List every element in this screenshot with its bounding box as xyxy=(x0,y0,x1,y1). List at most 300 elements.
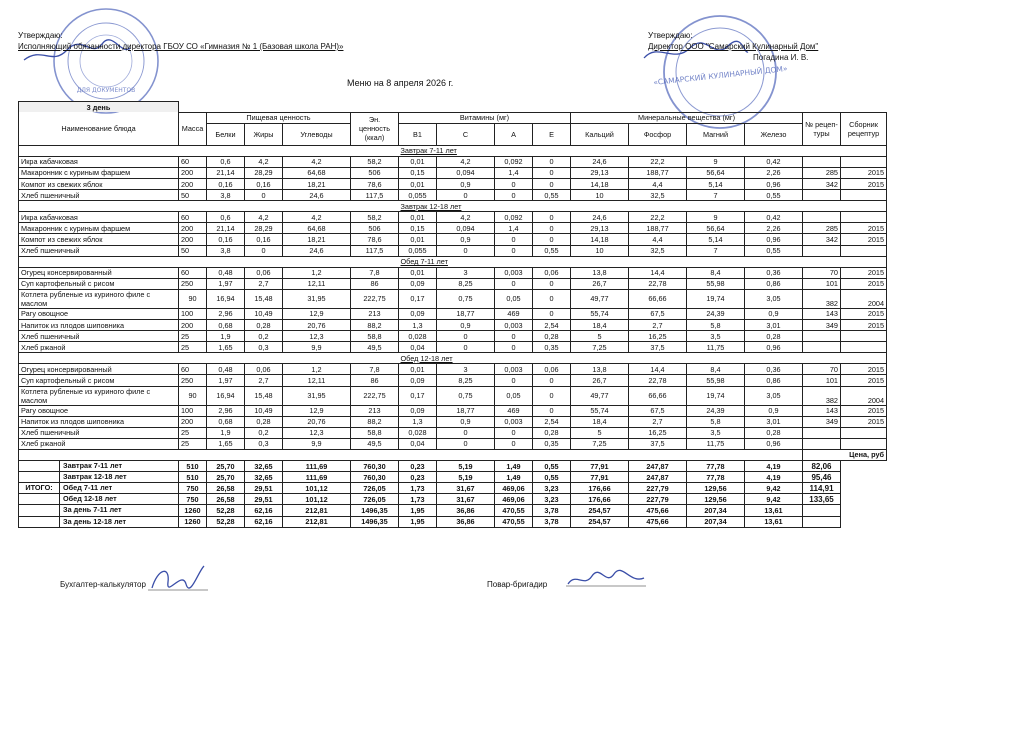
totals-cell-mass: 1260 xyxy=(179,505,207,516)
cell-mass: 25 xyxy=(179,438,207,449)
cell-calcium: 5 xyxy=(571,427,629,438)
cell-phosphorus: 37,5 xyxy=(629,438,687,449)
cell-phosphorus: 32,5 xyxy=(629,190,687,201)
totals-cell-iron: 4,19 xyxy=(745,461,803,472)
cell-iron: 0,96 xyxy=(745,234,803,245)
totals-row xyxy=(19,494,887,505)
totals-label-spacer xyxy=(19,461,60,471)
dish-name: Компот из свежих яблок xyxy=(19,234,179,245)
cell-magnesium: 8,4 xyxy=(687,364,745,375)
fat-header: Жиры xyxy=(245,123,283,145)
cell-magnesium: 56,64 xyxy=(687,167,745,178)
cell-energy: 222,75 xyxy=(351,289,399,308)
totals-label: ИТОГО: xyxy=(19,483,60,493)
dish-name: Хлеб пшеничный xyxy=(19,245,179,256)
cell-mass: 200 xyxy=(179,178,207,189)
cell-e: 0 xyxy=(533,167,571,178)
cell-a: 0,003 xyxy=(495,320,533,331)
cell-c: 0,75 xyxy=(437,386,495,405)
cell-phosphorus: 4,4 xyxy=(629,178,687,189)
table-row xyxy=(19,223,887,234)
cell-iron: 0,86 xyxy=(745,278,803,289)
cell-collection: 2004 xyxy=(841,386,887,405)
cell-iron: 0,9 xyxy=(745,405,803,416)
totals-cell-a: 470,55 xyxy=(495,516,533,527)
totals-cell-mass: 1260 xyxy=(179,516,207,527)
approve-right-position: Директор ООО "Самарский Кулинарный Дом" xyxy=(648,42,819,51)
cell-fat: 10,49 xyxy=(245,308,283,319)
cell-magnesium: 9 xyxy=(687,156,745,167)
cell-mass: 200 xyxy=(179,223,207,234)
cell-mass: 200 xyxy=(179,167,207,178)
cell-energy: 78,6 xyxy=(351,178,399,189)
cell-fat: 28,29 xyxy=(245,167,283,178)
totals-cell-protein: 25,70 xyxy=(207,472,245,483)
totals-cell-b1: 1,73 xyxy=(399,494,437,505)
cell-collection xyxy=(841,331,887,342)
cell-magnesium: 3,5 xyxy=(687,427,745,438)
cell-protein: 3,8 xyxy=(207,190,245,201)
cell-iron: 0,28 xyxy=(745,427,803,438)
totals-cell-magnesium: 77,78 xyxy=(687,472,745,483)
cell-a: 469 xyxy=(495,405,533,416)
cell-protein: 21,14 xyxy=(207,223,245,234)
dish-name: Котлета рубленые из куриного филе с маслом xyxy=(19,289,179,308)
cell-a: 0 xyxy=(495,245,533,256)
cell-calcium: 29,13 xyxy=(571,223,629,234)
totals-cell-fat: 32,65 xyxy=(245,461,283,472)
magnesium-header: Магний xyxy=(687,123,745,145)
cell-a: 0 xyxy=(495,342,533,353)
day-label: 3 день xyxy=(19,102,179,113)
cell-magnesium: 7 xyxy=(687,245,745,256)
totals-price xyxy=(803,505,841,516)
cell-collection xyxy=(841,427,887,438)
cell-magnesium: 5,14 xyxy=(687,234,745,245)
cell-collection xyxy=(841,190,887,201)
cell-calcium: 13,8 xyxy=(571,364,629,375)
totals-cell-calcium: 254,57 xyxy=(571,505,629,516)
totals-row xyxy=(19,461,887,472)
cell-c: 3 xyxy=(437,267,495,278)
cell-phosphorus: 2,7 xyxy=(629,416,687,427)
cell-recipe-no: 70 xyxy=(803,267,841,278)
cell-iron: 0,9 xyxy=(745,308,803,319)
cell-c: 0,9 xyxy=(437,234,495,245)
approve-left-block xyxy=(18,30,343,52)
table-row xyxy=(19,212,887,223)
cell-b1: 0,17 xyxy=(399,289,437,308)
cell-carbs: 4,2 xyxy=(283,212,351,223)
cell-a: 1,4 xyxy=(495,223,533,234)
cell-phosphorus: 22,78 xyxy=(629,278,687,289)
stamp-right-text: «САМАРСКИЙ КУЛИНАРНЫЙ ДОМ» xyxy=(652,63,788,87)
cell-e: 2,54 xyxy=(533,320,571,331)
cell-mass: 250 xyxy=(179,375,207,386)
stamp-left-text: ДЛЯ ДОКУМЕНТОВ xyxy=(76,87,136,94)
totals-cell-mass: 510 xyxy=(179,472,207,483)
cell-recipe-no xyxy=(803,245,841,256)
cell-collection xyxy=(841,245,887,256)
cell-b1: 0,04 xyxy=(399,342,437,353)
cell-carbs: 1,2 xyxy=(283,267,351,278)
chef-label: Повар-бригадир xyxy=(487,580,548,589)
cell-c: 18,77 xyxy=(437,308,495,319)
cell-carbs: 31,95 xyxy=(283,386,351,405)
cell-calcium: 49,77 xyxy=(571,289,629,308)
totals-name xyxy=(19,516,179,527)
cell-mass: 60 xyxy=(179,267,207,278)
totals-cell-e: 0,55 xyxy=(533,461,571,472)
cell-e: 0 xyxy=(533,223,571,234)
cell-energy: 506 xyxy=(351,167,399,178)
cell-c: 0 xyxy=(437,342,495,353)
totals-cell-e: 3,78 xyxy=(533,516,571,527)
cell-a: 0,092 xyxy=(495,212,533,223)
cell-fat: 0,06 xyxy=(245,267,283,278)
header-row-2 xyxy=(19,112,887,123)
table-row xyxy=(19,178,887,189)
dish-name: Суп картофельный с рисом xyxy=(19,278,179,289)
cell-c: 4,2 xyxy=(437,212,495,223)
cell-recipe-no: 382 xyxy=(803,289,841,308)
totals-cell-fat: 32,65 xyxy=(245,472,283,483)
cell-calcium: 14,18 xyxy=(571,234,629,245)
totals-cell-calcium: 254,57 xyxy=(571,516,629,527)
dish-name: Икра кабачковая xyxy=(19,156,179,167)
cell-magnesium: 3,5 xyxy=(687,331,745,342)
totals-cell-protein: 25,70 xyxy=(207,461,245,472)
totals-row xyxy=(19,505,887,516)
totals-cell-calcium: 176,66 xyxy=(571,494,629,505)
cell-energy: 58,8 xyxy=(351,427,399,438)
dish-header: Наименование блюда xyxy=(19,112,179,145)
cell-phosphorus: 14,4 xyxy=(629,364,687,375)
cell-e: 0,55 xyxy=(533,190,571,201)
cell-iron: 0,28 xyxy=(745,331,803,342)
totals-price: 114,91 xyxy=(803,483,841,494)
cell-magnesium: 5,14 xyxy=(687,178,745,189)
cell-iron: 3,05 xyxy=(745,289,803,308)
collection-header: Сборник рецептур xyxy=(841,112,887,145)
phosphorus-header: Фосфор xyxy=(629,123,687,145)
cell-magnesium: 24,39 xyxy=(687,405,745,416)
signature-chef xyxy=(566,568,646,590)
signature-accountant xyxy=(148,562,208,594)
cell-a: 1,4 xyxy=(495,167,533,178)
totals-name-text: За день 7-11 лет xyxy=(63,505,122,515)
cell-mass: 60 xyxy=(179,212,207,223)
totals-cell-carbs: 212,81 xyxy=(283,516,351,527)
cell-fat: 0,3 xyxy=(245,438,283,449)
dish-name: Котлета рубленые из куриного филе с маслом xyxy=(19,386,179,405)
table-row xyxy=(19,416,887,427)
cell-protein: 0,16 xyxy=(207,234,245,245)
cell-mass: 90 xyxy=(179,289,207,308)
totals-cell-b1: 0,23 xyxy=(399,472,437,483)
cell-a: 0 xyxy=(495,278,533,289)
cell-protein: 2,96 xyxy=(207,308,245,319)
dish-name: Рагу овощное xyxy=(19,308,179,319)
cell-mass: 100 xyxy=(179,405,207,416)
section-header-row xyxy=(19,353,887,364)
totals-cell-c: 5,19 xyxy=(437,472,495,483)
totals-cell-carbs: 101,12 xyxy=(283,494,351,505)
totals-cell-c: 31,67 xyxy=(437,494,495,505)
totals-cell-carbs: 111,69 xyxy=(283,472,351,483)
cell-carbs: 12,9 xyxy=(283,405,351,416)
cell-carbs: 12,3 xyxy=(283,427,351,438)
section-title: Обед 7-11 лет xyxy=(399,256,887,267)
cell-protein: 1,9 xyxy=(207,427,245,438)
nutrition-header: Пищевая ценность xyxy=(207,112,351,123)
totals-cell-b1: 1,95 xyxy=(399,516,437,527)
totals-cell-fat: 62,16 xyxy=(245,516,283,527)
cell-calcium: 49,77 xyxy=(571,386,629,405)
cell-fat: 4,2 xyxy=(245,212,283,223)
cell-fat: 2,7 xyxy=(245,375,283,386)
totals-cell-e: 3,23 xyxy=(533,494,571,505)
totals-row xyxy=(19,472,887,483)
totals-name-text: Обед 7-11 лет xyxy=(63,483,113,493)
cell-calcium: 10 xyxy=(571,190,629,201)
cell-c: 0 xyxy=(437,438,495,449)
cell-mass: 100 xyxy=(179,308,207,319)
cell-calcium: 7,25 xyxy=(571,438,629,449)
cell-energy: 88,2 xyxy=(351,416,399,427)
cell-carbs: 18,21 xyxy=(283,234,351,245)
totals-cell-iron: 9,42 xyxy=(745,494,803,505)
section-title: Завтрак 12-18 лет xyxy=(399,201,887,212)
totals-price: 133,65 xyxy=(803,494,841,505)
cell-mass: 250 xyxy=(179,278,207,289)
totals-cell-energy: 726,05 xyxy=(351,494,399,505)
totals-name xyxy=(19,505,179,516)
cell-collection: 2004 xyxy=(841,289,887,308)
totals-cell-protein: 52,28 xyxy=(207,516,245,527)
cell-b1: 0,09 xyxy=(399,278,437,289)
cell-e: 0,28 xyxy=(533,331,571,342)
cell-e: 0 xyxy=(533,212,571,223)
cell-c: 0,9 xyxy=(437,320,495,331)
dish-name: Огурец консервированный xyxy=(19,267,179,278)
calcium-header: Кальций xyxy=(571,123,629,145)
dish-name: Хлеб пшеничный xyxy=(19,427,179,438)
cell-iron: 2,26 xyxy=(745,223,803,234)
cell-e: 0 xyxy=(533,278,571,289)
cell-carbs: 9,9 xyxy=(283,342,351,353)
cell-collection: 2015 xyxy=(841,364,887,375)
cell-phosphorus: 22,2 xyxy=(629,156,687,167)
cell-energy: 117,5 xyxy=(351,190,399,201)
cell-carbs: 1,2 xyxy=(283,364,351,375)
dish-name: Напиток из плодов шиповника xyxy=(19,416,179,427)
cell-b1: 0,15 xyxy=(399,167,437,178)
cell-calcium: 18,4 xyxy=(571,320,629,331)
cell-b1: 0,01 xyxy=(399,178,437,189)
cell-b1: 0,01 xyxy=(399,212,437,223)
cell-iron: 0,96 xyxy=(745,342,803,353)
cell-phosphorus: 66,66 xyxy=(629,386,687,405)
cell-energy: 506 xyxy=(351,223,399,234)
cell-fat: 0,2 xyxy=(245,331,283,342)
cell-mass: 200 xyxy=(179,416,207,427)
totals-name-text: Обед 12-18 лет xyxy=(63,494,117,504)
cell-calcium: 26,7 xyxy=(571,375,629,386)
cell-recipe-no xyxy=(803,427,841,438)
cell-b1: 0,15 xyxy=(399,223,437,234)
cell-a: 0 xyxy=(495,427,533,438)
totals-price: 82,06 xyxy=(803,461,841,472)
totals-name xyxy=(19,472,179,483)
cell-phosphorus: 67,5 xyxy=(629,308,687,319)
cell-protein: 0,16 xyxy=(207,178,245,189)
mass-header: Масса xyxy=(179,112,207,145)
cell-c: 0,75 xyxy=(437,289,495,308)
cell-recipe-no xyxy=(803,212,841,223)
approve-right-label: Утверждаю: xyxy=(648,31,693,40)
cell-phosphorus: 2,7 xyxy=(629,320,687,331)
cell-protein: 1,65 xyxy=(207,342,245,353)
cell-calcium: 10 xyxy=(571,245,629,256)
cell-protein: 2,96 xyxy=(207,405,245,416)
recipe-no-header: № рецеп- туры xyxy=(803,112,841,145)
cell-recipe-no: 101 xyxy=(803,278,841,289)
totals-cell-carbs: 111,69 xyxy=(283,461,351,472)
cell-iron: 0,42 xyxy=(745,156,803,167)
cell-energy: 58,2 xyxy=(351,212,399,223)
totals-cell-magnesium: 129,56 xyxy=(687,483,745,494)
totals-cell-energy: 760,30 xyxy=(351,472,399,483)
cell-fat: 0,2 xyxy=(245,427,283,438)
cell-c: 8,25 xyxy=(437,278,495,289)
cell-fat: 28,29 xyxy=(245,223,283,234)
totals-cell-iron: 9,42 xyxy=(745,483,803,494)
totals-cell-iron: 13,61 xyxy=(745,516,803,527)
cell-protein: 21,14 xyxy=(207,167,245,178)
protein-header: Белки xyxy=(207,123,245,145)
cell-fat: 15,48 xyxy=(245,386,283,405)
cell-mass: 60 xyxy=(179,156,207,167)
cell-b1: 0,04 xyxy=(399,438,437,449)
cell-iron: 3,01 xyxy=(745,320,803,331)
a-header: А xyxy=(495,123,533,145)
cell-mass: 25 xyxy=(179,331,207,342)
totals-cell-protein: 26,58 xyxy=(207,483,245,494)
cell-c: 8,25 xyxy=(437,375,495,386)
totals-cell-energy: 726,05 xyxy=(351,483,399,494)
cell-recipe-no xyxy=(803,438,841,449)
cell-iron: 0,96 xyxy=(745,178,803,189)
cell-e: 0,55 xyxy=(533,245,571,256)
cell-recipe-no: 342 xyxy=(803,178,841,189)
totals-name xyxy=(19,461,179,472)
cell-collection xyxy=(841,342,887,353)
totals-name-text: Завтрак 7-11 лет xyxy=(63,461,123,471)
totals-cell-fat: 29,51 xyxy=(245,494,283,505)
cell-collection: 2015 xyxy=(841,278,887,289)
table-row xyxy=(19,427,887,438)
cell-magnesium: 19,74 xyxy=(687,386,745,405)
cell-calcium: 18,4 xyxy=(571,416,629,427)
cell-recipe-no: 285 xyxy=(803,167,841,178)
totals-cell-a: 469,06 xyxy=(495,483,533,494)
cell-mass: 90 xyxy=(179,386,207,405)
cell-phosphorus: 67,5 xyxy=(629,405,687,416)
totals-cell-c: 36,86 xyxy=(437,505,495,516)
c-header: С xyxy=(437,123,495,145)
cell-a: 0,003 xyxy=(495,416,533,427)
cell-fat: 0,06 xyxy=(245,364,283,375)
cell-collection: 2015 xyxy=(841,308,887,319)
totals-name xyxy=(19,483,179,494)
totals-row xyxy=(19,516,887,527)
approve-right-block xyxy=(648,30,818,63)
table-row xyxy=(19,289,887,308)
totals-cell-carbs: 101,12 xyxy=(283,483,351,494)
totals-label-spacer xyxy=(19,494,60,504)
cell-e: 0 xyxy=(533,405,571,416)
totals-cell-mass: 510 xyxy=(179,461,207,472)
cell-protein: 1,65 xyxy=(207,438,245,449)
totals-cell-phosphorus: 247,87 xyxy=(629,461,687,472)
cell-energy: 88,2 xyxy=(351,320,399,331)
page-title: Меню на 8 апреля 2026 г. xyxy=(347,78,454,88)
totals-label-spacer xyxy=(19,505,60,515)
totals-price xyxy=(803,516,841,527)
cell-magnesium: 9 xyxy=(687,212,745,223)
cell-recipe-no: 143 xyxy=(803,308,841,319)
cell-iron: 0,55 xyxy=(745,245,803,256)
totals-label-spacer xyxy=(19,472,60,482)
cell-protein: 16,94 xyxy=(207,386,245,405)
cell-recipe-no: 70 xyxy=(803,364,841,375)
cell-mass: 25 xyxy=(179,342,207,353)
table-row xyxy=(19,438,887,449)
dish-name: Хлеб ржаной xyxy=(19,342,179,353)
totals-cell-phosphorus: 247,87 xyxy=(629,472,687,483)
cell-mass: 50 xyxy=(179,245,207,256)
cell-recipe-no xyxy=(803,190,841,201)
cell-phosphorus: 37,5 xyxy=(629,342,687,353)
cell-mass: 25 xyxy=(179,427,207,438)
totals-cell-mass: 750 xyxy=(179,494,207,505)
cell-protein: 0,68 xyxy=(207,416,245,427)
totals-cell-e: 3,23 xyxy=(533,483,571,494)
cell-recipe-no xyxy=(803,331,841,342)
table-row xyxy=(19,364,887,375)
cell-energy: 78,6 xyxy=(351,234,399,245)
cell-iron: 2,26 xyxy=(745,167,803,178)
totals-cell-protein: 52,28 xyxy=(207,505,245,516)
totals-cell-calcium: 77,91 xyxy=(571,472,629,483)
cell-fat: 0,16 xyxy=(245,234,283,245)
cell-phosphorus: 66,66 xyxy=(629,289,687,308)
table-row xyxy=(19,308,887,319)
totals-cell-magnesium: 77,78 xyxy=(687,461,745,472)
cell-a: 0,003 xyxy=(495,267,533,278)
totals-cell-a: 1,49 xyxy=(495,461,533,472)
cell-e: 0,28 xyxy=(533,427,571,438)
dish-name: Суп картофельный с рисом xyxy=(19,375,179,386)
totals-row xyxy=(19,483,887,494)
b1-header: В1 xyxy=(399,123,437,145)
totals-cell-c: 5,19 xyxy=(437,461,495,472)
cell-phosphorus: 16,25 xyxy=(629,427,687,438)
totals-name-text: За день 12-18 лет xyxy=(63,516,127,526)
table-row xyxy=(19,342,887,353)
vitamins-header: Витамины (мг) xyxy=(399,112,571,123)
